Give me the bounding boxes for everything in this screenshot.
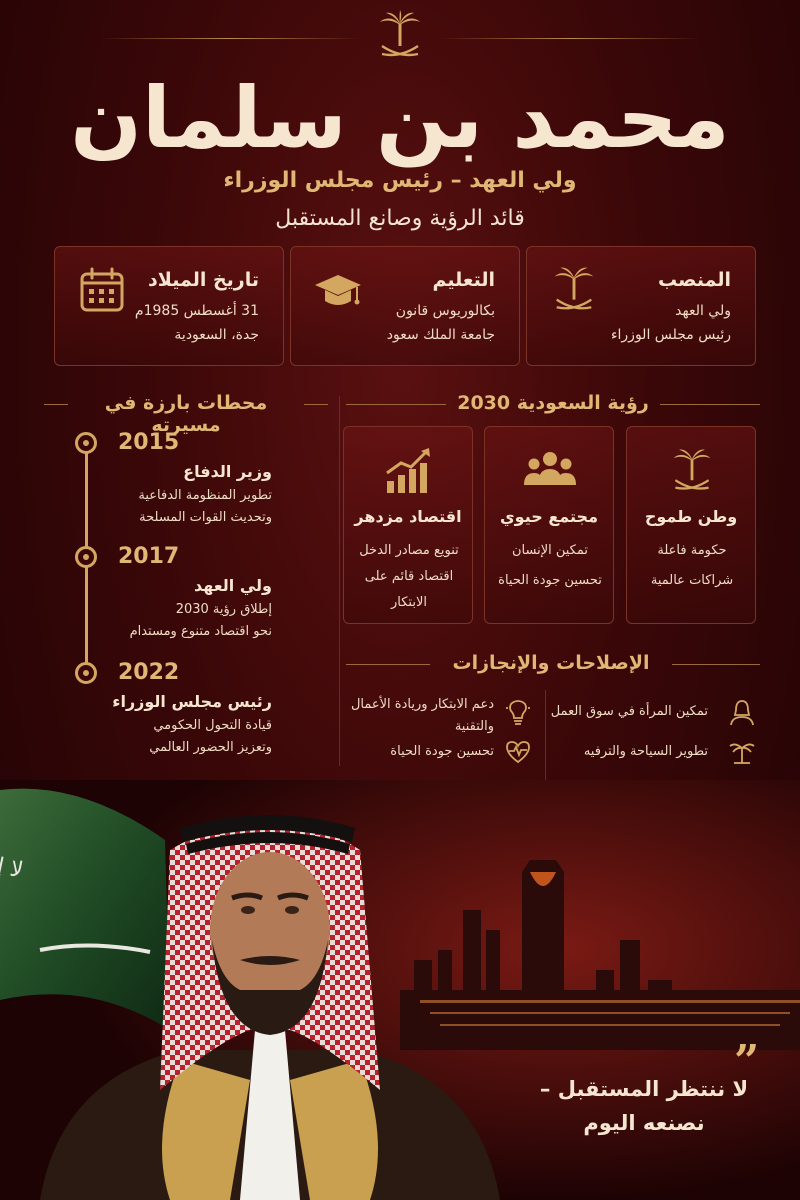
quote-line: نصنعه اليوم <box>583 1111 705 1135</box>
info-card-line: ولي العهد <box>675 303 731 319</box>
graduation-cap-icon <box>313 265 363 315</box>
vision-card-vibrant-society <box>484 426 614 624</box>
reform-item-line: دعم الابتكار وريادة الأعمال <box>350 697 494 712</box>
timeline-role: ولي العهد <box>193 576 272 595</box>
section-divider <box>44 404 68 405</box>
page-title: محمد بن سلمان <box>70 69 730 167</box>
timeline-text: نحو اقتصاد متنوع ومستدام <box>129 624 272 639</box>
page-subtitle: ولي العهد – رئيس مجلس الوزراء <box>223 168 577 193</box>
column-divider <box>339 396 340 766</box>
info-card-birth <box>54 246 284 366</box>
vision-card-title: مجتمع حيوي <box>500 507 598 526</box>
timeline-text: إطلاق رؤية 2030 <box>175 602 272 617</box>
timeline-dot <box>75 432 97 454</box>
info-card-title: المنصب <box>658 269 731 291</box>
vision-card-text: اقتصاد قائم على <box>364 569 454 584</box>
timeline-role: رئيس مجلس الوزراء <box>112 692 272 711</box>
palm-swords-icon <box>666 447 718 495</box>
vision-card-text: تمكين الإنسان <box>511 543 588 558</box>
page-tagline: قائد الرؤية وصانع المستقبل <box>275 206 525 231</box>
vision-card-text: شراكات عالمية <box>650 573 734 588</box>
info-card-line: جامعة الملك سعود <box>386 327 495 343</box>
vision-card-thriving-economy <box>343 426 473 624</box>
info-card-line: 31 أغسطس 1985م <box>134 303 259 319</box>
leader-quote <box>524 1072 764 1140</box>
vision-card-text: تحسين جودة الحياة <box>498 573 602 588</box>
timeline-text: وتعزيز الحضور العالمي <box>149 740 272 755</box>
section-divider <box>672 664 760 665</box>
reform-item: تحسين جودة الحياة <box>390 744 494 759</box>
info-card-position <box>526 246 756 366</box>
section-divider <box>660 404 760 405</box>
title-divider-left <box>100 38 360 39</box>
palm-swords-icon <box>549 265 599 315</box>
info-card-title: التعليم <box>432 269 495 291</box>
timeline-dot <box>75 546 97 568</box>
timeline-text: تطوير المنظومة الدفاعية <box>138 488 272 503</box>
section-divider <box>346 664 430 665</box>
vision-card-text: حكومة فاعلة <box>657 543 727 558</box>
vision-title: رؤية السعودية 2030 <box>457 392 649 414</box>
palm-tree-icon <box>728 738 756 766</box>
vision-card-title: وطن طموح <box>644 507 738 526</box>
timeline-year: 2022 <box>118 660 180 685</box>
growth-chart-icon <box>383 447 435 495</box>
woman-icon <box>728 698 756 726</box>
timeline-text: قيادة التحول الحكومي <box>153 718 272 733</box>
vision-card-ambitious-nation <box>626 426 756 624</box>
section-divider <box>304 404 328 405</box>
info-card-line: جدة، السعودية <box>174 327 259 343</box>
people-icon <box>524 447 576 495</box>
timeline-role: وزير الدفاع <box>183 462 272 481</box>
info-card-line: رئيس مجلس الوزراء <box>610 327 731 343</box>
vision-card-text: تنويع مصادر الدخل <box>359 543 459 558</box>
vision-card-title: اقتصاد مزدهر <box>354 507 462 526</box>
quote-line: لا ننتظر المستقبل – <box>539 1077 749 1101</box>
lightbulb-icon <box>504 698 532 726</box>
timeline-title: محطات بارزة في مسيرته <box>104 392 268 436</box>
calendar-icon <box>77 265 127 315</box>
timeline-year: 2015 <box>118 430 180 455</box>
info-card-line: بكالوريوس قانون <box>395 303 495 319</box>
info-card-title: تاريخ الميلاد <box>148 269 259 291</box>
section-divider <box>346 404 446 405</box>
reform-item-line: والتقنية <box>454 719 494 734</box>
vision-card-text: الابتكار <box>391 595 427 610</box>
title-divider-right <box>440 38 700 39</box>
reform-item <box>351 694 494 738</box>
heartbeat-icon <box>504 738 532 766</box>
reform-item: تطوير السياحة والترفيه <box>583 744 708 759</box>
reform-item: تمكين المرأة في سوق العمل <box>550 704 708 719</box>
timeline-dot <box>75 662 97 684</box>
timeline-text: وتحديث القوات المسلحة <box>139 510 272 525</box>
quote-mark: ” <box>734 1036 760 1087</box>
palm-swords-icon <box>376 10 424 62</box>
reforms-title: الإصلاحات والإنجازات <box>452 652 650 674</box>
timeline-year: 2017 <box>118 544 180 569</box>
info-card-education <box>290 246 520 366</box>
